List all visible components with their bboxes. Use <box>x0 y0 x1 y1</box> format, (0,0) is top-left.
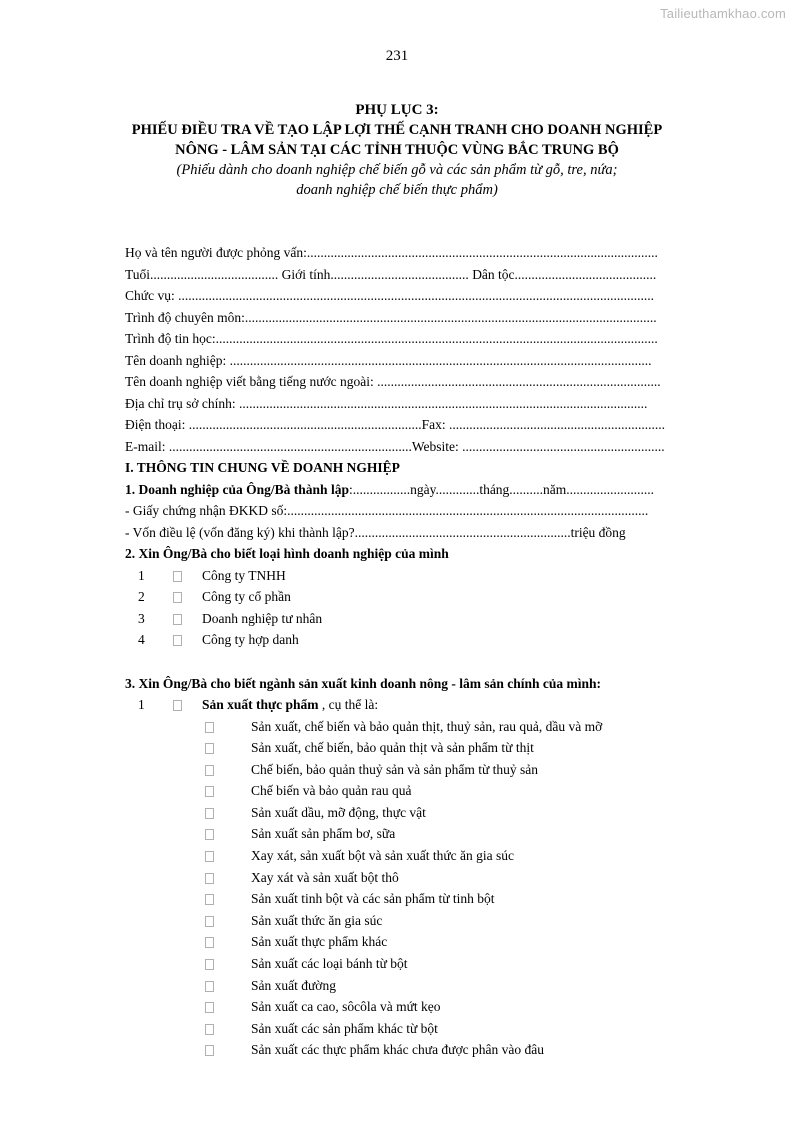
option-label: Công ty cổ phần <box>202 589 291 604</box>
q2-option[interactable] <box>125 608 715 630</box>
checkbox-icon[interactable] <box>205 937 214 948</box>
option-label: Sản xuất thực phẩm <box>202 697 319 712</box>
option-number: 1 <box>138 697 145 712</box>
it-level-field[interactable]: Trình độ tin học:................................................................................................................................... <box>125 331 658 346</box>
sub-option-label: Sản xuất, chế biến và bảo quản thịt, thuỷ sản, rau quả, dầu và mỡ <box>251 718 603 734</box>
sub-option-label: Sản xuất sản phẩm bơ, sữa <box>251 826 396 842</box>
option-number: 4 <box>138 632 145 647</box>
ethnicity-field[interactable]: Dân tộc.......................................... <box>468 266 657 282</box>
section-heading: I. THÔNG TIN CHUNG VỀ DOANH NGHIỆP <box>125 460 400 475</box>
survey-subtitle-line1: (Phiếu dành cho doanh nghiệp chế biến gỗ và các sản phẩm từ gỗ, tre, nứa; <box>176 162 618 178</box>
checkbox-icon[interactable] <box>205 873 214 884</box>
age-gender-ethnicity-row <box>125 264 715 286</box>
checkbox-icon[interactable] <box>173 571 182 582</box>
checkbox-icon[interactable] <box>205 786 214 797</box>
checkbox-icon[interactable] <box>173 592 182 603</box>
checkbox-icon[interactable] <box>205 1024 214 1035</box>
survey-title-line1: PHIẾU ĐIỀU TRA VỀ TẠO LẬP LỢI THẾ CẠNH TRANH CHO DOANH NGHIỆP <box>131 122 663 138</box>
license-field[interactable]: - Giấy chứng nhận ĐKKD số:........................................................................................................... <box>125 503 649 518</box>
address-field[interactable]: Địa chỉ trụ sở chính: ......................................................................................................................... <box>125 395 648 411</box>
phone-fax-row <box>125 414 715 436</box>
q3-sub-option[interactable] <box>125 888 715 910</box>
founding-date-row <box>125 479 715 501</box>
q3-sub-option[interactable] <box>125 802 715 824</box>
email-field[interactable]: E-mail: ........................................................................ <box>125 438 412 454</box>
q3-sub-option[interactable] <box>125 975 715 997</box>
survey-title-line2: NÔNG - LÂM SẢN TẠI CÁC TỈNH THUỘC VÙNG BẮC TRUNG BỘ <box>175 142 619 158</box>
q3-sub-option[interactable] <box>125 953 715 975</box>
q3-sub-option[interactable] <box>125 1018 715 1040</box>
fax-field[interactable]: Fax: ................................................................ <box>421 417 666 432</box>
sub-option-label: Sản xuất các thực phẩm khác chưa được phân vào đâu <box>251 1042 544 1058</box>
checkbox-icon[interactable] <box>205 851 214 862</box>
q1-label: 1. Doanh nghiệp của Ông/Bà thành lập <box>125 481 349 497</box>
q2-option[interactable] <box>125 629 715 651</box>
survey-form <box>125 242 715 1061</box>
option-label: Công ty TNHH <box>202 567 286 583</box>
page-number: 231 <box>385 48 409 64</box>
sub-option-label: Sản xuất dầu, mỡ động, thực vật <box>251 804 426 820</box>
checkbox-icon[interactable] <box>173 635 182 646</box>
sub-option-label: Sản xuất thực phẩm khác <box>251 934 388 950</box>
sub-option-label: Xay xát, sản xuất bột và sản xuất thức ăn gia súc <box>251 848 514 864</box>
founding-date-field[interactable]: :.................ngày.............tháng..........năm.......................... <box>348 481 655 497</box>
q3-sub-option[interactable] <box>125 996 715 1018</box>
q3-sub-option[interactable] <box>125 716 715 738</box>
q3-heading: 3. Xin Ông/Bà cho biết ngành sản xuất kinh doanh nông - lâm sản chính của mình: <box>125 675 602 691</box>
q3-sub-option[interactable] <box>125 823 715 845</box>
sub-option-label: Sản xuất các loại bánh từ bột <box>251 956 408 972</box>
gender-field[interactable]: Giới tính......................................... <box>278 266 469 282</box>
q3-sub-option[interactable] <box>125 910 715 932</box>
checkbox-icon[interactable] <box>205 743 214 754</box>
q3-main-option[interactable] <box>125 694 715 716</box>
option-label: Doanh nghiệp tư nhân <box>202 610 323 626</box>
q3-sub-option[interactable] <box>125 1039 715 1061</box>
sub-option-label: Xay xát và sản xuất bột thô <box>251 869 399 885</box>
checkbox-icon[interactable] <box>205 765 214 776</box>
option-label: Công ty hợp danh <box>202 632 299 647</box>
q3-sub-option[interactable] <box>125 737 715 759</box>
option-number: 3 <box>138 610 145 626</box>
sub-option-label: Sản xuất đường <box>251 977 336 993</box>
sub-option-label: Chế biến, bảo quản thuỷ sản và sản phẩm từ thuỷ sản <box>251 761 539 777</box>
sub-option-label: Sản xuất tinh bột và các sản phẩm từ tinh bột <box>251 891 495 907</box>
checkbox-icon[interactable] <box>205 959 214 970</box>
sub-option-label: Sản xuất các sản phẩm khác từ bột <box>251 1020 438 1036</box>
education-field[interactable]: Trình độ chuyên môn:.......................................................................................................................... <box>125 309 657 325</box>
checkbox-icon[interactable] <box>205 808 214 819</box>
sub-option-label: Sản xuất ca cao, sôcôla và mứt kẹo <box>251 999 441 1015</box>
q3-sub-option[interactable] <box>125 780 715 802</box>
checkbox-icon[interactable] <box>205 1002 214 1013</box>
q3-sub-options <box>125 716 715 1062</box>
checkbox-icon[interactable] <box>173 614 182 625</box>
checkbox-icon[interactable] <box>205 894 214 905</box>
sub-option-label: Sản xuất, chế biến, bảo quản thịt và sản phẩm từ thịt <box>251 740 534 756</box>
checkbox-icon[interactable] <box>173 700 182 711</box>
option-suffix: , cụ thể là: <box>318 697 379 712</box>
sub-option-label: Chế biến và bảo quản rau quả <box>251 783 412 799</box>
charter-capital-field[interactable]: - Vốn điều lệ (vốn đăng ký) khi thành lập?................................................................triệu đồng <box>125 524 626 540</box>
position-field[interactable]: Chức vụ: ............................................................................................................................................. <box>125 288 654 303</box>
sub-option-label: Sản xuất thức ăn gia súc <box>251 912 383 928</box>
name-field[interactable]: Họ và tên người được phỏng vấn:........................................................................................................ <box>125 245 658 260</box>
company-foreign-name-field[interactable]: Tên doanh nghiệp viết bằng tiếng nước ngoài: .................................................................................... <box>125 374 661 389</box>
title-block <box>0 100 794 200</box>
q2-option[interactable] <box>125 565 715 587</box>
option-number: 1 <box>138 567 145 583</box>
q3-sub-option[interactable] <box>125 759 715 781</box>
checkbox-icon[interactable] <box>205 1045 214 1056</box>
checkbox-icon[interactable] <box>205 981 214 992</box>
option-number: 2 <box>138 589 145 604</box>
q2-heading: 2. Xin Ông/Bà cho biết loại hình doanh nghiệp của mình <box>125 546 449 561</box>
watermark: Tailieuthamkhao.com <box>660 6 786 21</box>
survey-subtitle-line2: doanh nghiệp chế biến thực phẩm) <box>296 182 498 198</box>
q2-option[interactable] <box>125 586 715 608</box>
checkbox-icon[interactable] <box>205 829 214 840</box>
checkbox-icon[interactable] <box>205 722 214 733</box>
email-website-row <box>125 436 715 458</box>
company-name-field[interactable]: Tên doanh nghiệp: ............................................................................................................................. <box>125 352 652 368</box>
q3-sub-option[interactable] <box>125 867 715 889</box>
q3-sub-option[interactable] <box>125 845 715 867</box>
checkbox-icon[interactable] <box>205 916 214 927</box>
phone-field[interactable]: Điện thoại: ..................................................................... <box>125 417 422 432</box>
appendix-title: PHỤ LỤC 3: <box>355 102 439 118</box>
q3-sub-option[interactable] <box>125 931 715 953</box>
website-field[interactable]: Website: ............................................................ <box>411 438 665 454</box>
age-field[interactable]: Tuổi...................................... <box>125 266 279 282</box>
